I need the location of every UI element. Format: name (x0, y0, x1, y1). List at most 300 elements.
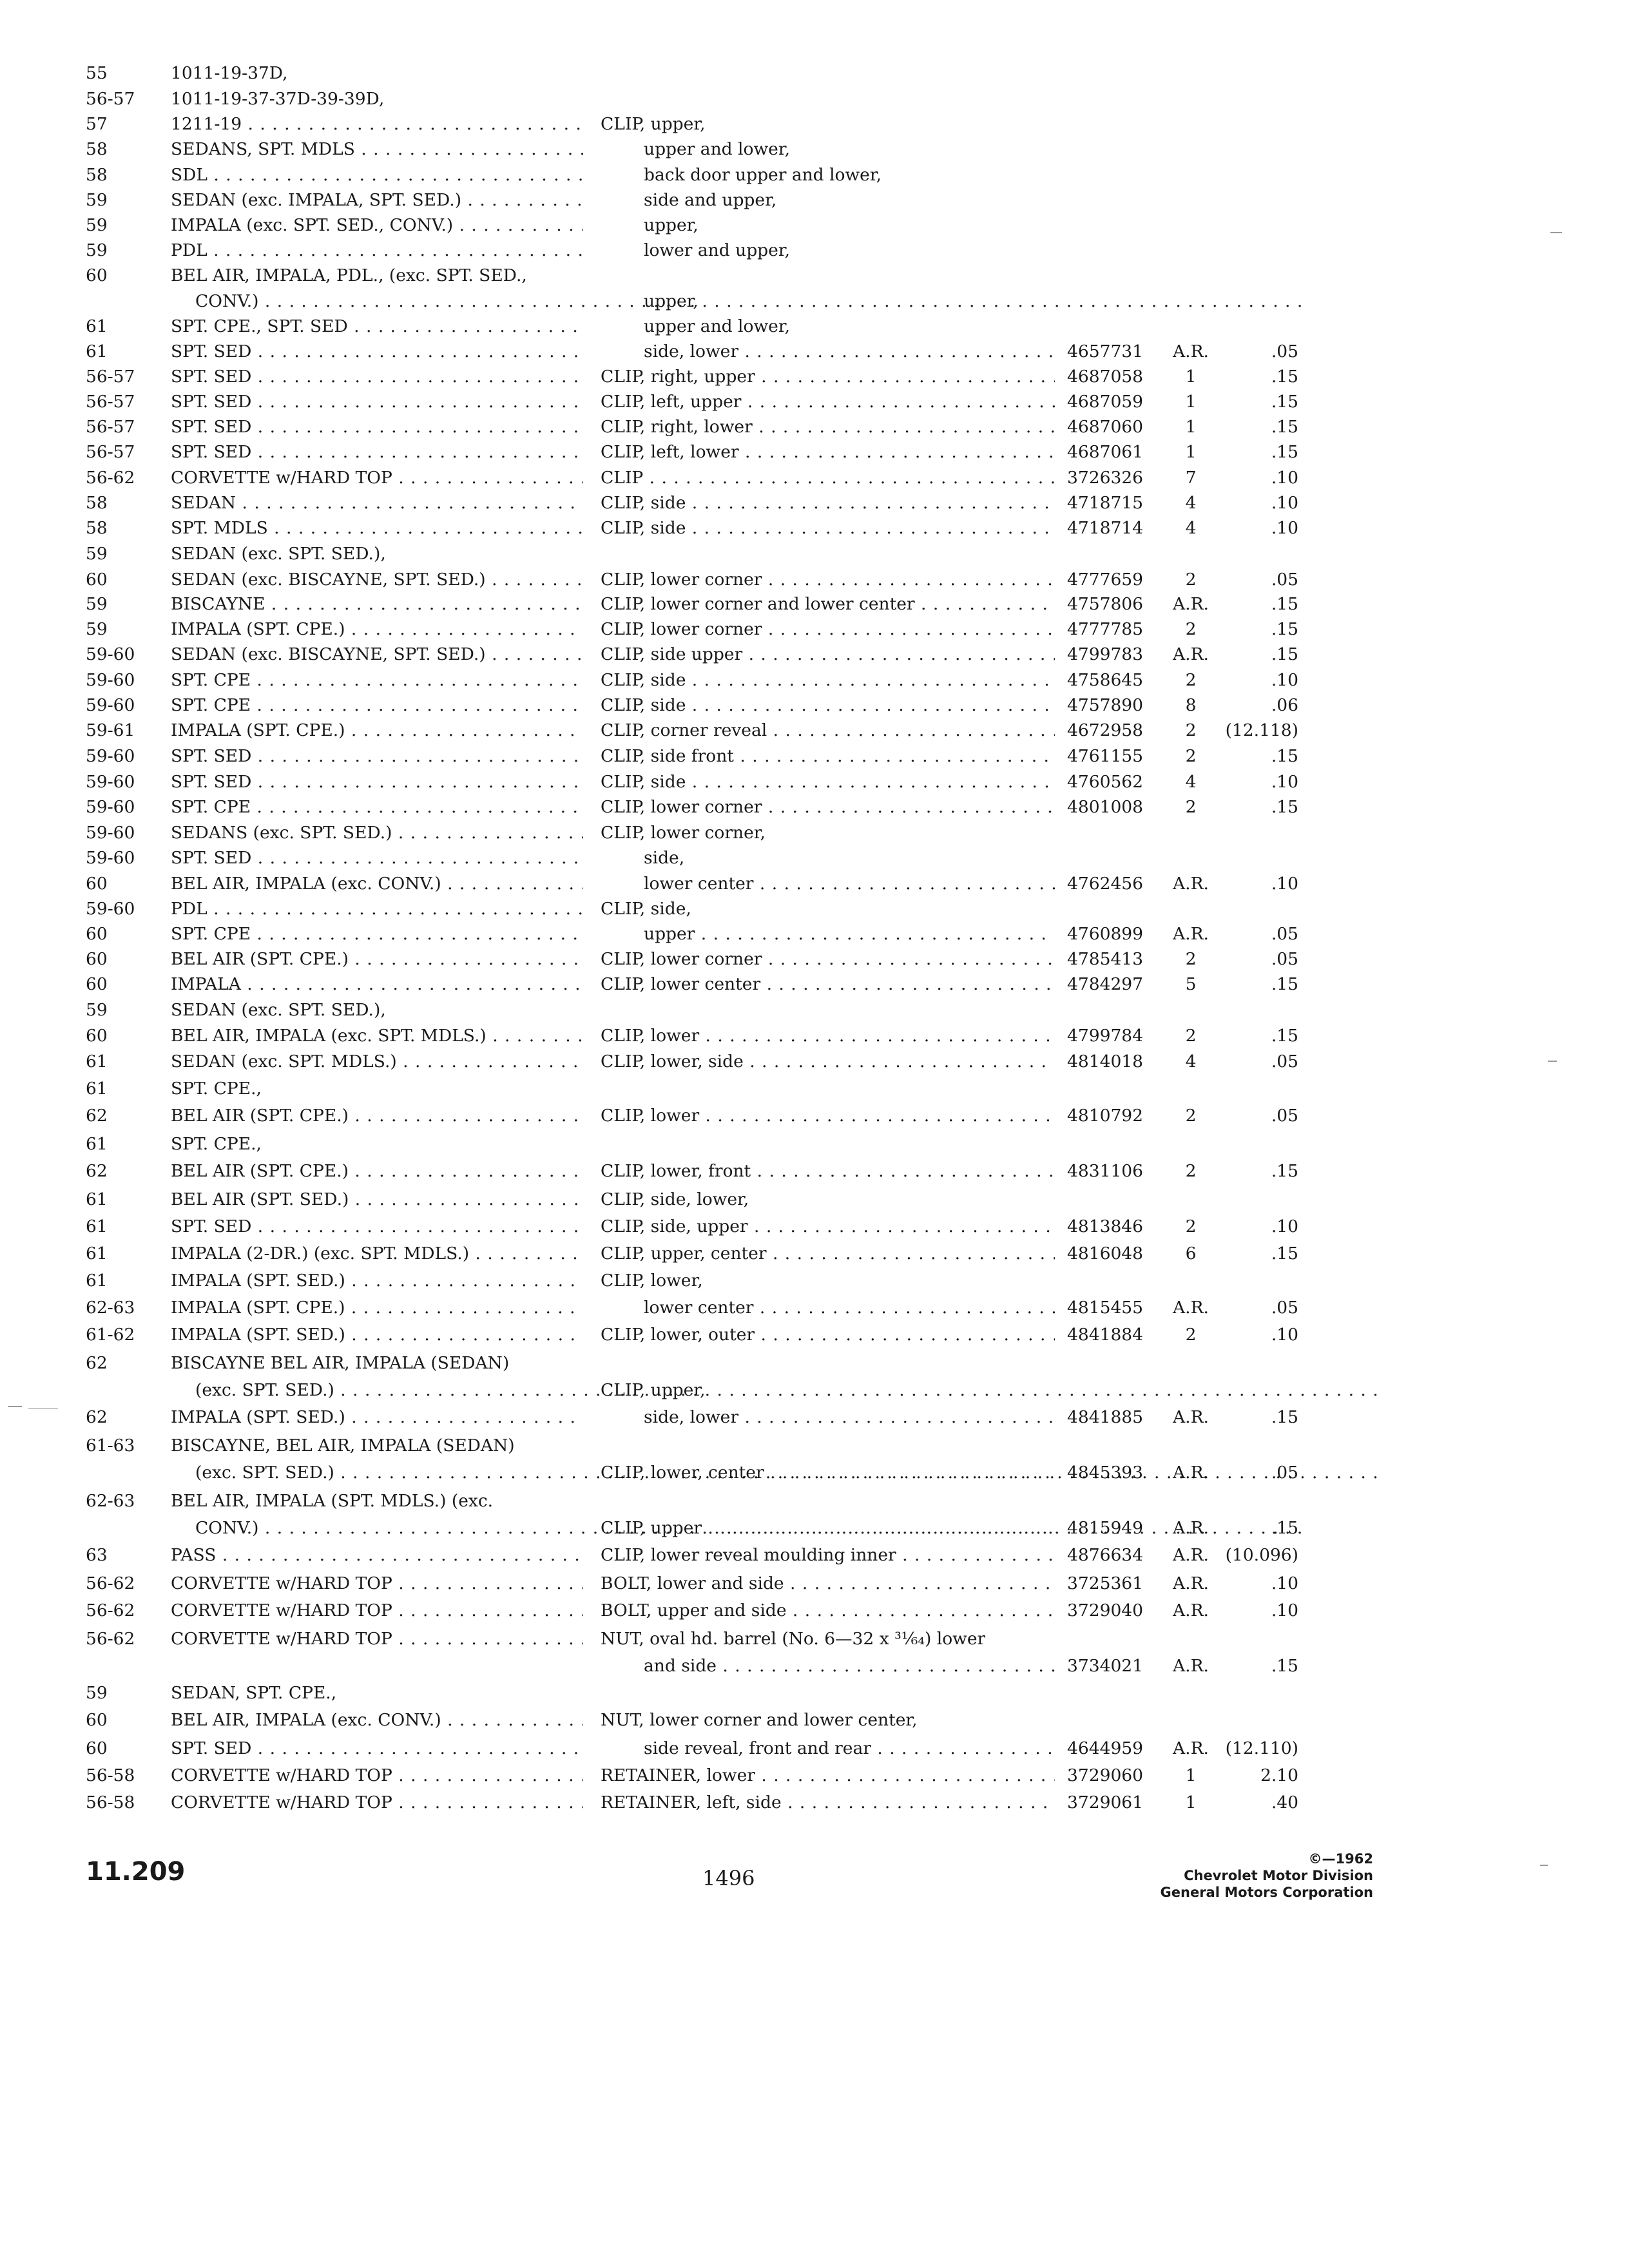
application: IMPALA (SPT. SED.) . . . (171, 1405, 583, 1430)
copyright-block (1161, 1850, 1373, 1901)
model-year: 62 (86, 1353, 108, 1373)
catalog-row (0, 591, 1629, 617)
quantity: 1 (1185, 367, 1197, 387)
catalog-row (0, 1049, 1629, 1075)
model-year: 62-63 (86, 1298, 135, 1318)
part-number: 4760899 (1067, 924, 1144, 944)
application: SPT. SED . . . (171, 769, 583, 795)
part-description: CLIP, side, lower, (601, 1189, 749, 1209)
quantity: A.R. (1173, 874, 1209, 894)
application: BEL AIR (SPT. CPE.) . . . (171, 947, 583, 972)
application: IMPALA (SPT. CPE.) . . . (171, 718, 583, 744)
catalog-row (0, 769, 1629, 795)
model-year: 61 (86, 1079, 108, 1099)
price-or-group: .15 (1271, 644, 1298, 664)
model-year: 61 (86, 1134, 108, 1154)
catalog-row (0, 617, 1629, 642)
part-number: 4810792 (1067, 1106, 1144, 1126)
part-description: CLIP, side . . . (601, 693, 1055, 718)
application: SPT. CPE . . . (171, 921, 583, 947)
catalog-row (0, 1295, 1629, 1321)
quantity: A.R. (1173, 1573, 1209, 1593)
catalog-row (0, 921, 1629, 947)
application: SEDAN, SPT. CPE., (171, 1683, 337, 1703)
quantity: 2 (1185, 746, 1197, 766)
catalog-row (0, 1187, 1629, 1213)
part-description: CLIP, right, upper . . . (601, 364, 1055, 390)
part-number: 4815455 (1067, 1298, 1144, 1318)
application: CORVETTE w/HARD TOP . . . (171, 1763, 583, 1789)
model-year: 59-60 (86, 644, 135, 664)
catalog-row (0, 997, 1629, 1023)
model-year: 56-58 (86, 1792, 135, 1812)
application: BEL AIR, IMPALA, PDL., (exc. SPT. SED., (171, 265, 527, 285)
application: BEL AIR, IMPALA (SPT. MDLS.) (exc. (171, 1491, 494, 1511)
quantity: 2 (1185, 949, 1197, 969)
application: CORVETTE w/HARD TOP . . . (171, 1790, 583, 1816)
scan-mark (1540, 1865, 1548, 1866)
part-description: CLIP, lower corner . . . (601, 617, 1055, 642)
model-year: 58 (86, 165, 108, 185)
model-year: 59 (86, 594, 108, 614)
catalog-row (0, 1131, 1629, 1157)
quantity: A.R. (1173, 644, 1209, 664)
price-or-group: (12.110) (1225, 1738, 1298, 1758)
catalog-row (0, 1680, 1629, 1706)
catalog-row (0, 1790, 1629, 1816)
part-description: CLIP, left, lower . . . (601, 439, 1055, 465)
quantity: A.R. (1173, 1407, 1209, 1427)
part-number: 4672958 (1067, 720, 1144, 740)
part-number: 4813846 (1067, 1216, 1144, 1236)
catalog-row (0, 744, 1629, 769)
catalog-row (0, 61, 1629, 86)
catalog-row (0, 1214, 1629, 1240)
scan-mark (1548, 1061, 1557, 1062)
model-year: 58 (86, 518, 108, 538)
model-year: 56-57 (86, 367, 135, 387)
part-description: upper, (644, 291, 699, 311)
price-or-group: .06 (1271, 695, 1298, 715)
catalog-row (0, 1626, 1629, 1652)
part-description: CLIP, side . . . (601, 515, 1055, 541)
part-description: CLIP, lower . . . (601, 1023, 1055, 1049)
catalog-row (0, 1158, 1629, 1184)
catalog-row (0, 137, 1629, 162)
catalog-row (0, 541, 1629, 567)
part-description: CLIP, lower, side . . . (601, 1049, 1055, 1075)
model-year: 59 (86, 215, 108, 235)
model-year: 60 (86, 949, 108, 969)
part-description: upper . . . (601, 921, 1055, 947)
part-description: CLIP, lower center . . . (601, 972, 1055, 997)
catalog-row (0, 213, 1629, 238)
price-or-group: .10 (1271, 468, 1298, 488)
model-year: 57 (86, 114, 108, 134)
quantity: 2 (1185, 1106, 1197, 1126)
part-number: 4687060 (1067, 417, 1144, 437)
part-number: 4815949 (1067, 1518, 1144, 1538)
price-or-group: .15 (1271, 797, 1298, 817)
part-description: CLIP, lower corner . . . (601, 794, 1055, 820)
quantity: A.R. (1173, 1298, 1209, 1318)
application: BEL AIR, IMPALA (exc. CONV.) . . . (171, 1707, 583, 1733)
catalog-row (0, 1405, 1629, 1430)
price-or-group: .15 (1271, 974, 1298, 994)
application: SEDANS (exc. SPT. SED.) . . . (171, 820, 583, 846)
catalog-row (0, 1023, 1629, 1049)
part-number: 4757890 (1067, 695, 1144, 715)
part-description: CLIP, upper, (601, 1380, 706, 1400)
part-description: back door upper and lower, (644, 165, 882, 185)
application: SPT. CPE . . . (171, 693, 583, 718)
part-number: 4657731 (1067, 341, 1144, 361)
application: SEDAN (exc. BISCAYNE, SPT. SED.) . . . (171, 567, 583, 593)
model-year: 59 (86, 544, 108, 564)
part-description: CLIP, side front . . . (601, 744, 1055, 769)
model-year: 59-60 (86, 746, 135, 766)
catalog-row (0, 515, 1629, 541)
application: SEDAN (exc. SPT. SED.), (171, 1000, 386, 1020)
part-description: CLIP, side, (601, 899, 691, 919)
catalog-row (0, 1763, 1629, 1789)
model-year: 56-62 (86, 1573, 135, 1593)
part-description: RETAINER, left, side . . . (601, 1790, 1055, 1816)
part-description: CLIP, lower, center . . . (601, 1460, 1055, 1486)
quantity: A.R. (1173, 1656, 1209, 1676)
part-number: 4762456 (1067, 874, 1144, 894)
model-year: 59-61 (86, 720, 135, 740)
application: CORVETTE w/HARD TOP . . . (171, 1598, 583, 1624)
part-description: lower center . . . (601, 871, 1055, 897)
price-or-group: .05 (1271, 1463, 1298, 1483)
price-or-group: .40 (1271, 1792, 1298, 1812)
catalog-row (0, 364, 1629, 390)
application: SPT. CPE . . . (171, 668, 583, 693)
part-description: CLIP, lower reveal moulding inner . . . (601, 1542, 1055, 1568)
application: SEDAN (exc. IMPALA, SPT. SED.) . . . (171, 187, 583, 213)
catalog-row (0, 314, 1629, 340)
catalog-row (0, 871, 1629, 897)
price-or-group: .15 (1271, 1518, 1298, 1538)
catalog-row (0, 820, 1629, 846)
application: BEL AIR, IMPALA (exc. CONV.) . . . (171, 871, 583, 897)
part-number: 4760562 (1067, 772, 1144, 792)
model-year: 61 (86, 1271, 108, 1291)
model-year: 61 (86, 341, 108, 361)
price-or-group: .10 (1271, 1573, 1298, 1593)
application: 1211-19 . . . (171, 111, 583, 137)
price-or-group: .15 (1271, 594, 1298, 614)
corporation-name: General Motors Corporation (1160, 1885, 1373, 1900)
application: PASS . . . (171, 1542, 583, 1568)
model-year: 59-60 (86, 848, 135, 868)
quantity: 2 (1185, 1026, 1197, 1046)
part-description: CLIP, lower corner and lower center . . . (601, 591, 1055, 617)
application: SPT. CPE . . . (171, 794, 583, 820)
model-year: 60 (86, 874, 108, 894)
quantity: 1 (1185, 442, 1197, 462)
catalog-row (0, 1736, 1629, 1762)
quantity: 4 (1185, 493, 1197, 513)
part-number: 4687058 (1067, 367, 1144, 387)
model-year: 62-63 (86, 1491, 135, 1511)
application: SPT. CPE., SPT. SED . . . (171, 314, 583, 340)
model-year: 60 (86, 1710, 108, 1730)
part-description: CLIP, side . . . (601, 490, 1055, 516)
price-or-group: .15 (1271, 619, 1298, 639)
model-year: 61 (86, 1052, 108, 1072)
application: 1011-19-37D, (171, 63, 288, 83)
catalog-row (0, 389, 1629, 415)
part-number: 4841885 (1067, 1407, 1144, 1427)
quantity: 2 (1185, 570, 1197, 590)
catalog-row (0, 1350, 1629, 1376)
quantity: 1 (1185, 1792, 1197, 1812)
part-description: side and upper, (644, 190, 777, 210)
price-or-group: .05 (1271, 1298, 1298, 1318)
application: SPT. SED . . . (171, 1736, 583, 1762)
model-year: 56-62 (86, 1600, 135, 1620)
application: PDL . . . (171, 238, 583, 264)
part-description: CLIP, left, upper . . . (601, 389, 1055, 415)
price-or-group: .10 (1271, 493, 1298, 513)
model-year: 59 (86, 619, 108, 639)
catalog-row (0, 339, 1629, 365)
quantity: A.R. (1173, 1738, 1209, 1758)
part-number: 4761155 (1067, 746, 1144, 766)
part-number: 3729061 (1067, 1792, 1144, 1812)
application: SPT. SED . . . (171, 439, 583, 465)
part-description: BOLT, lower and side . . . (601, 1571, 1055, 1597)
application: CORVETTE w/HARD TOP . . . (171, 1626, 583, 1652)
model-year: 59 (86, 1000, 108, 1020)
model-year: 58 (86, 493, 108, 513)
model-year: 59-60 (86, 823, 135, 843)
catalog-row (0, 111, 1629, 137)
quantity: 4 (1185, 518, 1197, 538)
model-year: 62 (86, 1106, 108, 1126)
model-year: 60 (86, 1026, 108, 1046)
catalog-row (0, 1322, 1629, 1348)
model-year: 56-58 (86, 1765, 135, 1785)
part-description: CLIP, lower, (601, 1271, 703, 1291)
application: SPT. CPE., (171, 1079, 262, 1099)
price-or-group: .15 (1271, 442, 1298, 462)
part-number: 4831106 (1067, 1161, 1144, 1181)
part-number: 4785413 (1067, 949, 1144, 969)
part-number: 4799783 (1067, 644, 1144, 664)
price-or-group: .05 (1271, 341, 1298, 361)
catalog-row (0, 1103, 1629, 1129)
application: IMPALA (exc. SPT. SED., CONV.) . . . (171, 213, 583, 238)
part-description: lower center . . . (601, 1295, 1055, 1321)
page-number: 1496 (702, 1866, 755, 1890)
application: SDL . . . (171, 162, 583, 188)
application: BEL AIR (SPT. SED.) . . . (171, 1187, 583, 1213)
model-year: 59 (86, 190, 108, 210)
part-number: 4799784 (1067, 1026, 1144, 1046)
model-year: 56-57 (86, 442, 135, 462)
catalog-row (0, 1076, 1629, 1102)
part-number: 4801008 (1067, 797, 1144, 817)
quantity: 4 (1185, 772, 1197, 792)
application: SPT. SED . . . (171, 339, 583, 365)
application: IMPALA . . . (171, 972, 583, 997)
part-description: CLIP, corner reveal . . . (601, 718, 1055, 744)
part-number: 4816048 (1067, 1244, 1144, 1264)
part-description: lower and upper, (644, 240, 790, 260)
application: SEDAN (exc. SPT. SED.), (171, 544, 386, 564)
part-number: 4784297 (1067, 974, 1144, 994)
part-description: CLIP, lower corner, (601, 823, 766, 843)
price-or-group: .10 (1271, 1600, 1298, 1620)
price-or-group: (12.118) (1225, 720, 1298, 740)
part-description: CLIP, upper, center . . . (601, 1241, 1055, 1267)
application: IMPALA (SPT. SED.) . . . (171, 1322, 583, 1348)
part-description: side reveal, front and rear . . . (601, 1736, 1055, 1762)
model-year: 61-63 (86, 1436, 135, 1456)
quantity: 2 (1185, 1216, 1197, 1236)
catalog-row (0, 490, 1629, 516)
catalog-row (0, 567, 1629, 593)
application: CONV.) . . . (195, 1515, 1303, 1541)
price-or-group: .15 (1271, 367, 1298, 387)
quantity: 1 (1185, 392, 1197, 412)
division-name: Chevrolet Motor Division (1184, 1868, 1373, 1883)
quantity: 4 (1185, 1052, 1197, 1072)
part-description: upper and lower, (644, 139, 790, 159)
catalog-row (0, 187, 1629, 213)
part-description: CLIP, right, lower . . . (601, 414, 1055, 440)
price-or-group: .10 (1271, 1325, 1298, 1345)
scan-mark (1550, 232, 1562, 233)
catalog-row (0, 289, 1629, 314)
model-year: 61-62 (86, 1325, 135, 1345)
price-or-group: .15 (1271, 1407, 1298, 1427)
catalog-row (0, 414, 1629, 440)
copyright-year: ©—1962 (1308, 1851, 1373, 1867)
price-or-group: .15 (1271, 746, 1298, 766)
application: SEDAN . . . (171, 490, 583, 516)
application: BEL AIR, IMPALA (exc. SPT. MDLS.) . . . (171, 1023, 583, 1049)
catalog-row (0, 1378, 1629, 1403)
quantity: 1 (1185, 1765, 1197, 1785)
quantity: 2 (1185, 1161, 1197, 1181)
application: CORVETTE w/HARD TOP . . . (171, 465, 583, 491)
quantity: 2 (1185, 670, 1197, 690)
price-or-group: .10 (1271, 1216, 1298, 1236)
part-description: CLIP, upper . . . (601, 1515, 1055, 1541)
price-or-group: .10 (1271, 772, 1298, 792)
application: SPT. SED . . . (171, 414, 583, 440)
application: SEDAN (exc. BISCAYNE, SPT. SED.) . . . (171, 642, 583, 668)
catalog-row (0, 86, 1629, 112)
application: IMPALA (SPT. CPE.) . . . (171, 1295, 583, 1321)
price-or-group: .10 (1271, 874, 1298, 894)
part-description: NUT, lower corner and lower center, (601, 1710, 918, 1730)
price-or-group: .05 (1271, 570, 1298, 590)
catalog-row (0, 1241, 1629, 1267)
part-description: CLIP, lower corner . . . (601, 567, 1055, 593)
part-description: and side . . . (601, 1653, 1055, 1679)
catalog-row (0, 162, 1629, 188)
part-description: CLIP, lower . . . (601, 1103, 1055, 1129)
part-number: 3729040 (1067, 1600, 1144, 1620)
catalog-row (0, 465, 1629, 491)
model-year: 60 (86, 924, 108, 944)
model-year: 61 (86, 1189, 108, 1209)
application: 1011-19-37-37D-39-39D, (171, 89, 385, 109)
price-or-group: .15 (1271, 417, 1298, 437)
part-number: 3734021 (1067, 1656, 1144, 1676)
part-description: CLIP, side upper . . . (601, 642, 1055, 668)
part-description: RETAINER, lower . . . (601, 1763, 1055, 1789)
application: IMPALA (SPT. SED.) . . . (171, 1268, 583, 1294)
part-description: side, lower . . . (601, 1405, 1055, 1430)
part-description: upper, (644, 215, 699, 235)
scan-mark (28, 1408, 58, 1409)
price-or-group: .05 (1271, 949, 1298, 969)
model-year: 56-62 (86, 468, 135, 488)
application: SEDAN (exc. SPT. MDLS.) . . . (171, 1049, 583, 1075)
quantity: A.R. (1173, 924, 1209, 944)
part-description: CLIP, side . . . (601, 668, 1055, 693)
model-year: 59 (86, 240, 108, 260)
model-year: 61 (86, 1216, 108, 1236)
model-year: 60 (86, 570, 108, 590)
model-year: 55 (86, 63, 108, 83)
catalog-row (0, 238, 1629, 264)
model-year: 56-57 (86, 392, 135, 412)
quantity: A.R. (1173, 1600, 1209, 1620)
catalog-row (0, 439, 1629, 465)
application: SPT. SED . . . (171, 1214, 583, 1240)
application: SPT. SED . . . (171, 845, 583, 871)
price-or-group: .15 (1271, 1244, 1298, 1264)
application: (exc. SPT. SED.) . . . (195, 1378, 1379, 1403)
catalog-row (0, 1653, 1629, 1679)
part-number: 4687059 (1067, 392, 1144, 412)
model-year: 59 (86, 1683, 108, 1703)
model-year: 61 (86, 1244, 108, 1264)
price-or-group: .15 (1271, 1161, 1298, 1181)
part-description: CLIP, lower corner . . . (601, 947, 1055, 972)
quantity: 2 (1185, 619, 1197, 639)
part-description: CLIP, lower, front . . . (601, 1158, 1055, 1184)
part-number: 4845393 (1067, 1463, 1144, 1483)
scan-mark (8, 1406, 22, 1407)
part-number: 4644959 (1067, 1738, 1144, 1758)
model-year: 56-62 (86, 1629, 135, 1649)
application: SPT. CPE., (171, 1134, 262, 1154)
part-description: CLIP, side, upper . . . (601, 1214, 1055, 1240)
part-number: 4718714 (1067, 518, 1144, 538)
model-year: 59-60 (86, 695, 135, 715)
catalog-row (0, 263, 1629, 289)
application: SEDANS, SPT. MDLS . . . (171, 137, 583, 162)
catalog-row (0, 972, 1629, 997)
catalog-row (0, 1515, 1629, 1541)
model-year: 56-57 (86, 89, 135, 109)
part-number: 4777785 (1067, 619, 1144, 639)
model-year: 62 (86, 1161, 108, 1181)
model-year: 58 (86, 139, 108, 159)
model-year: 56-57 (86, 417, 135, 437)
price-or-group: .15 (1271, 1026, 1298, 1046)
catalog-row (0, 794, 1629, 820)
price-or-group: .05 (1271, 1052, 1298, 1072)
